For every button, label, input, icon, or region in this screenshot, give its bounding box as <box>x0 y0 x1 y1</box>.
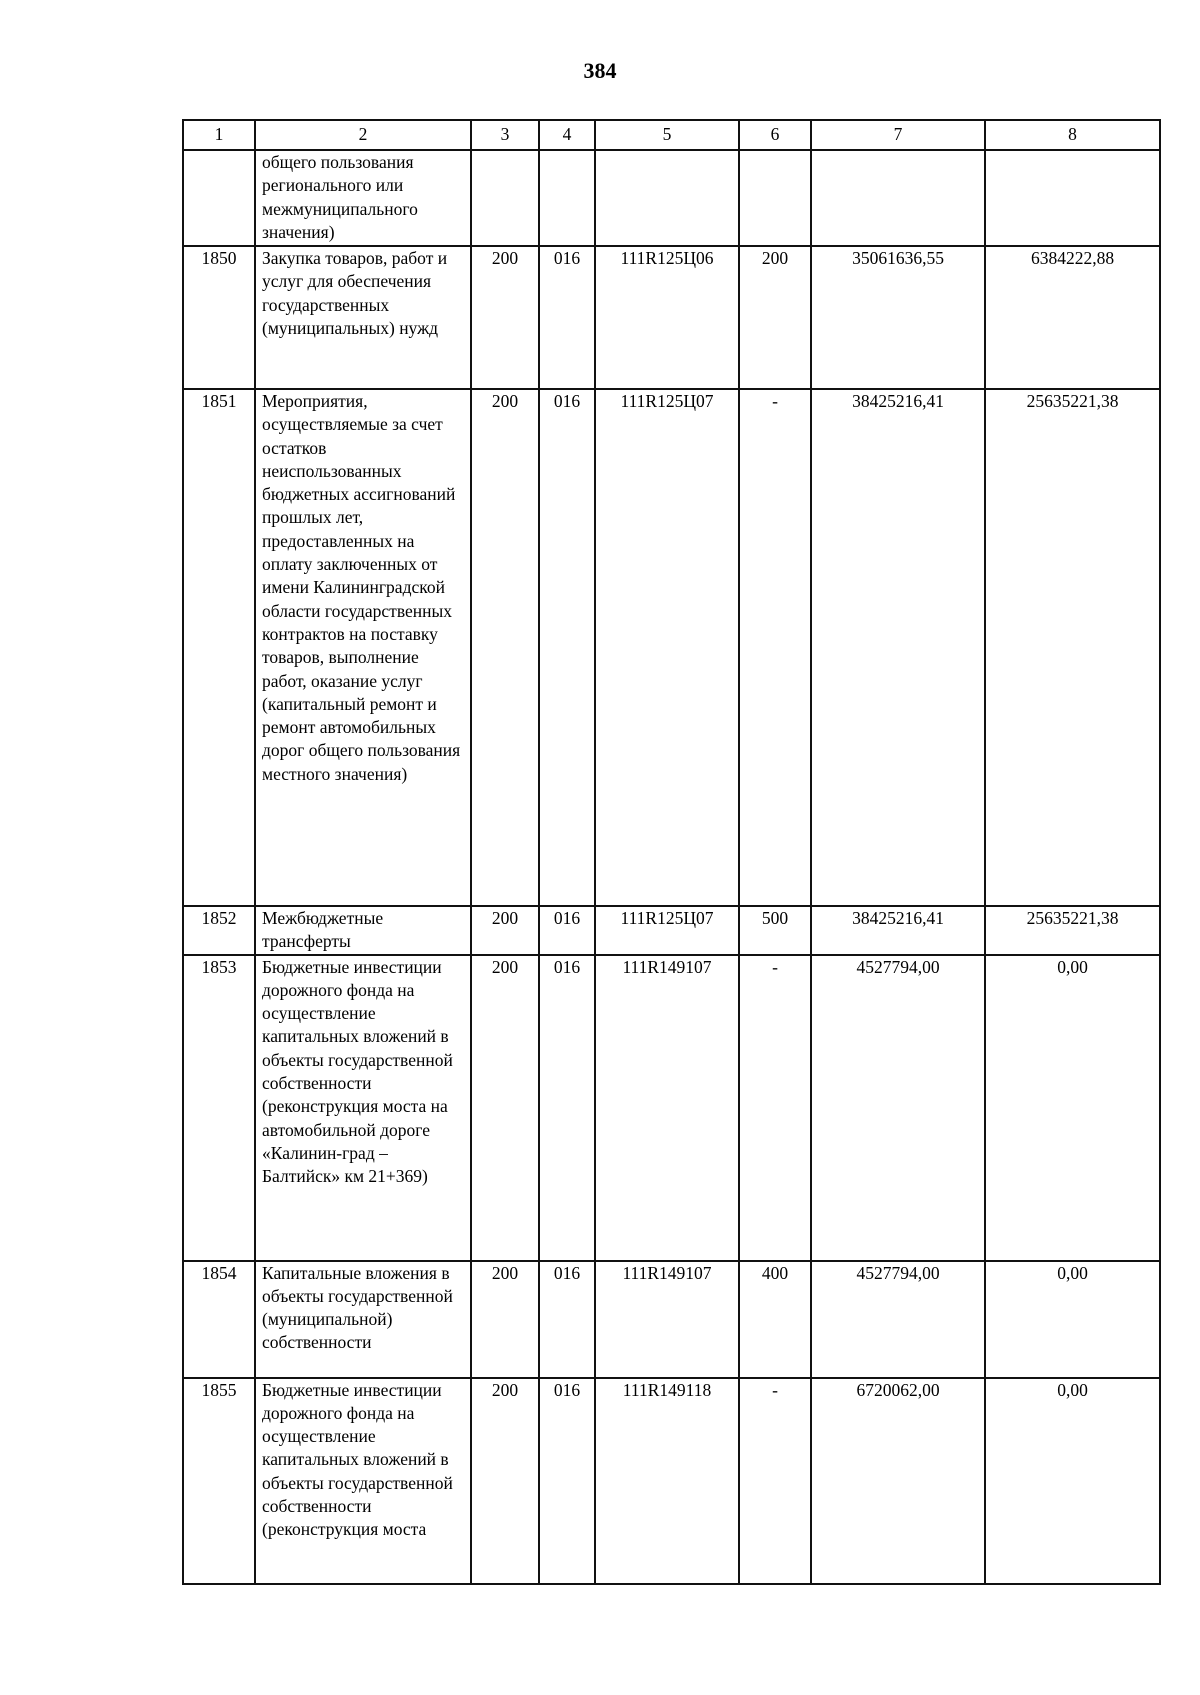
cell-col3: 200 <box>471 389 539 906</box>
cell-col8: 6384222,88 <box>985 246 1160 389</box>
cell-col4: 016 <box>539 1261 595 1378</box>
cell-col4: 016 <box>539 389 595 906</box>
cell-col6: 200 <box>739 246 811 389</box>
cell-col3: 200 <box>471 246 539 389</box>
cell-col8: 0,00 <box>985 1261 1160 1378</box>
cell-col6: - <box>739 389 811 906</box>
cell-col6: 400 <box>739 1261 811 1378</box>
cell-col5: 111R125Ц07 <box>595 906 739 955</box>
cell-col6: 500 <box>739 906 811 955</box>
table-row <box>183 906 1160 955</box>
cell-col6: - <box>739 1378 811 1584</box>
table-row <box>183 1261 1160 1378</box>
cell-col8: 0,00 <box>985 955 1160 1261</box>
cell-col7: 6720062,00 <box>811 1378 985 1584</box>
column-header: 8 <box>985 120 1160 150</box>
table-row <box>183 246 1160 389</box>
row-number: 1855 <box>183 1378 255 1584</box>
cell-col4 <box>539 150 595 246</box>
cell-col5: 111R125Ц07 <box>595 389 739 906</box>
row-number: 1852 <box>183 906 255 955</box>
budget-table <box>182 119 1161 1585</box>
table-row <box>183 389 1160 906</box>
cell-col7: 4527794,00 <box>811 955 985 1261</box>
header-row <box>183 120 1160 150</box>
cell-col3: 200 <box>471 1378 539 1584</box>
cell-col5 <box>595 150 739 246</box>
column-header: 2 <box>255 120 471 150</box>
cell-col4: 016 <box>539 955 595 1261</box>
row-name: Закупка товаров, работ и услуг для обеспечения государственных (муниципальных) нужд <box>255 246 471 389</box>
cell-col3: 200 <box>471 1261 539 1378</box>
table-row <box>183 1378 1160 1584</box>
row-number: 1851 <box>183 389 255 906</box>
table-row <box>183 955 1160 1261</box>
cell-col4: 016 <box>539 1378 595 1584</box>
cell-col8 <box>985 150 1160 246</box>
column-header: 7 <box>811 120 985 150</box>
cell-col7 <box>811 150 985 246</box>
cell-col3: 200 <box>471 955 539 1261</box>
column-header: 1 <box>183 120 255 150</box>
row-name: Капитальные вложения в объекты государственной (муниципальной) собственности <box>255 1261 471 1378</box>
cell-col8: 25635221,38 <box>985 389 1160 906</box>
cell-col8: 25635221,38 <box>985 906 1160 955</box>
cell-col5: 111R149118 <box>595 1378 739 1584</box>
cell-col6 <box>739 150 811 246</box>
cell-col7: 38425216,41 <box>811 389 985 906</box>
row-name: Межбюджетные трансферты <box>255 906 471 955</box>
column-header: 5 <box>595 120 739 150</box>
column-header: 6 <box>739 120 811 150</box>
row-name: Бюджетные инвестиции дорожного фонда на осуществление капитальных вложений в объекты государственной собственности (реконструкция моста на автомобильной дороге «Калинин-град – Балтийск» км 21+369) <box>255 955 471 1261</box>
row-number: 1853 <box>183 955 255 1261</box>
column-header: 3 <box>471 120 539 150</box>
cell-col7: 4527794,00 <box>811 1261 985 1378</box>
page-number: 384 <box>583 58 617 83</box>
cell-col5: 111R125Ц06 <box>595 246 739 389</box>
row-name: Бюджетные инвестиции дорожного фонда на осуществление капитальных вложений в объекты государственной собственности (реконструкция моста <box>255 1378 471 1584</box>
row-number <box>183 150 255 246</box>
cell-col4: 016 <box>539 246 595 389</box>
cell-col8: 0,00 <box>985 1378 1160 1584</box>
cell-col5: 111R149107 <box>595 1261 739 1378</box>
cell-col6: - <box>739 955 811 1261</box>
cell-col3 <box>471 150 539 246</box>
cell-col7: 35061636,55 <box>811 246 985 389</box>
cell-col3: 200 <box>471 906 539 955</box>
cell-col4: 016 <box>539 906 595 955</box>
row-name: Мероприятия, осуществляемые за счет остатков неиспользованных бюджетных ассигнований прошлых лет, предоставленных на оплату заключенных от имени Калининградской области государственных контрактов на поставку товаров, выполнение работ, оказание услуг (капитальный ремонт и ремонт автомобильных дорог общего пользования местного значения) <box>255 389 471 906</box>
cell-col5: 111R149107 <box>595 955 739 1261</box>
row-name: общего пользования регионального или межмуниципального значения) <box>255 150 471 246</box>
table-row <box>183 150 1160 246</box>
row-number: 1854 <box>183 1261 255 1378</box>
cell-col7: 38425216,41 <box>811 906 985 955</box>
column-header: 4 <box>539 120 595 150</box>
row-number: 1850 <box>183 246 255 389</box>
